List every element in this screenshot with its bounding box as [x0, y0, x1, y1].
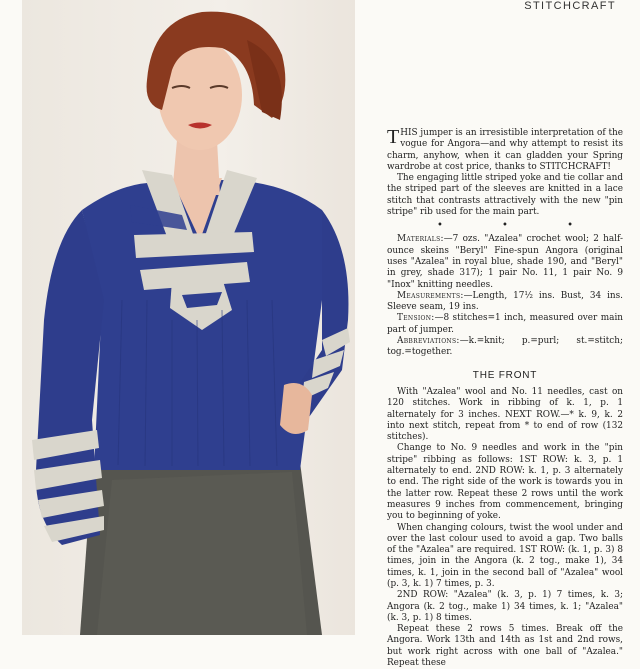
intro-paragraph-2: The engaging little striped yoke and tie collar and the striped part of the sleeves are knitted in a lace stitch that contrasts attractively with the new "pin stripe" rib used for the main part. [387, 173, 623, 218]
front-paragraph: 2ND ROW: "Azalea" (k. 3, p. 1) 7 times, k. 3; Angora (k. 2 tog., make 1) 34 times, k. 1; "Azalea" (k. 3, p. 1) 8 times. [387, 590, 623, 623]
measurements-text: —Length, 17½ ins. Bust, 34 ins. Sleeve seam, 19 ins. [387, 290, 623, 313]
model-illustration [22, 0, 355, 635]
tension-label: Tension: [397, 313, 435, 324]
measurements-paragraph [387, 291, 623, 314]
measurements-label: Measurements: [397, 290, 464, 301]
materials-paragraph [387, 234, 623, 290]
model-photograph [22, 0, 355, 635]
front-paragraph: With "Azalea" wool and No. 11 needles, cast on 120 stitches. Work in ribbing of k. 1, p. 1 alternately for 3 inches. NEXT ROW.—* k. 9, k. 2 into next stitch, repeat from * to end of row (132 stitches). [387, 386, 623, 443]
abbreviations-paragraph [387, 336, 623, 359]
front-paragraph: Change to No. 9 needles and work in the "pin stripe" ribbing as follows: 1ST ROW: k. 3, p. 1 alternately to end. 2ND ROW: k. 1, p. 3 alternately to end. The right side of the work is towards you in the latter row. Repeat these 2 rows until the work measures 9 inches from commencement, bringing you to beginning of yoke. [387, 443, 623, 522]
article-text-column [387, 128, 623, 669]
intro-paragraph: THIS jumper is an irresistible interpretation of the vogue for Angora—and why attempt to resist its charm, anyhow, when it can gladden your Spring wardrobe at cost price, thanks to STITCHCRAFT! [387, 126, 623, 172]
section-divider: • • • [436, 220, 602, 232]
tension-paragraph [387, 313, 623, 336]
section-title: THE FRONT [472, 369, 538, 381]
front-paragraph: When changing colours, twist the wool under and over the last colour used to avoid a gap. Two balls of the "Azalea" are required. 1ST ROW: (k. 1, p. 3) 8 times, join in the Angora (k. 2 tog., make 1), 34 times, k. 1, join in the second ball of "Azalea" wool (p. 3, k. 1) 7 times, p. 3. [387, 522, 623, 589]
front-paragraph: Repeat these 2 rows 5 times. Break off the Angora. Work 13th and 14th as 1st and 2nd rows, but work right across with one ball of "Azalea." Repeat these [387, 624, 623, 669]
abbreviations-text: —k.=knit; p.=purl; st.=stitch; tog.=together. [387, 336, 623, 358]
materials-label: Materials: [397, 234, 444, 245]
magazine-header: STITCHCRAFT [524, 0, 616, 12]
abbreviations-label: Abbreviations: [397, 336, 460, 347]
tension-text: —8 stitches=1 inch, measured over main part of jumper. [387, 313, 623, 335]
materials-text: —7 ozs. "Azalea" crochet wool; 2 half-ounce skeins "Beryl" Fine-spun Angora (original uses "Azalea" in royal blue, shade 190, and "Beryl" in grey, shade 317); 1 pair No. 11, 1 pair No. 9 "Inox" knitting needles. [387, 234, 623, 290]
